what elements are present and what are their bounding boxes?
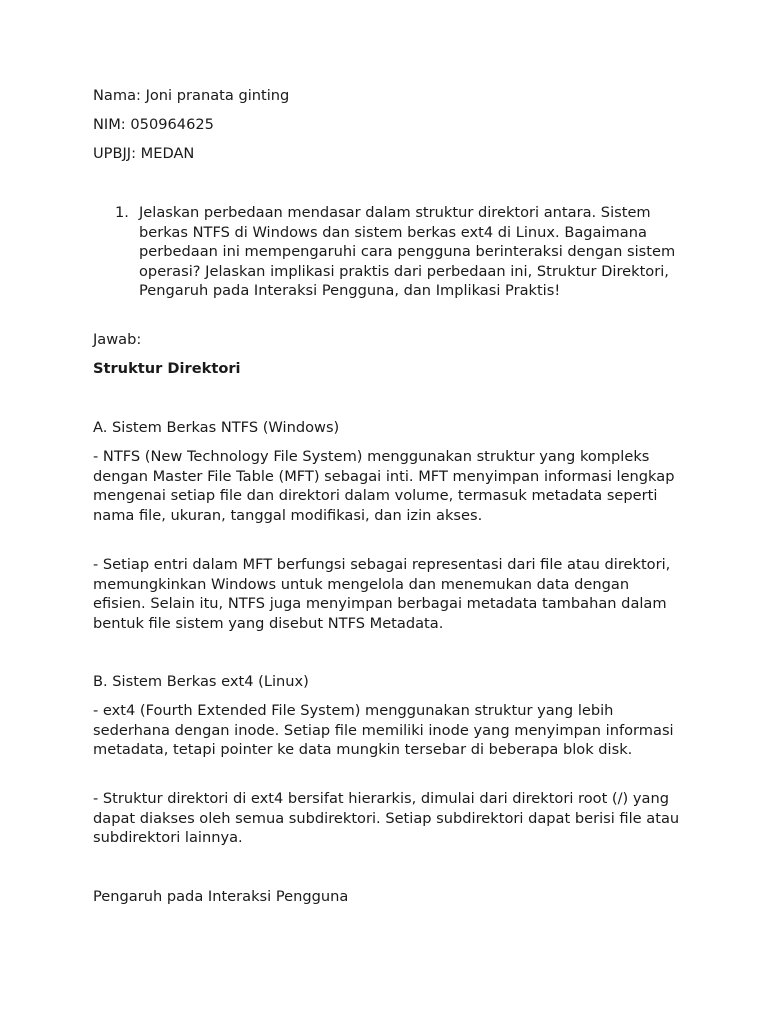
student-upbjj: UPBJJ: MEDAN xyxy=(93,145,195,162)
answer-label: Jawab: xyxy=(93,331,142,348)
section-a-paragraph-2: - Setiap entri dalam MFT berfungsi sebagai representasi dari file atau direktori, memungkinkan Windows untuk mengelola dan menemukan data dengan efisien. Selain itu, NTFS juga menyimpan berbagai metadata tambahan dalam bentuk file sistem yang disebut NTFS Metadata. xyxy=(93,556,671,632)
section-a-title: A. Sistem Berkas NTFS (Windows) xyxy=(93,419,340,436)
question-text: Jelaskan perbedaan mendasar dalam struktur direktori antara. Sistem berkas NTFS di Windows dan sistem berkas ext4 di Linux. Bagaimana perbedaan ini mempengaruhi cara pengguna berinteraksi dengan sistem operasi? Jelaskan implikasi praktis dari perbedaan ini, Struktur Direktori, Pengaruh pada Interaksi Pengguna, dan Implikasi Praktis! xyxy=(139,204,676,300)
question-number: 1. xyxy=(115,204,129,221)
student-nim: NIM: 050964625 xyxy=(93,116,214,133)
answer-heading: Struktur Direktori xyxy=(93,360,241,377)
section-c-title: Pengaruh pada Interaksi Pengguna xyxy=(93,888,349,905)
section-b-paragraph-2: - Struktur direktori di ext4 bersifat hierarkis, dimulai dari direktori root (/) yang dapat diakses oleh semua subdirektori. Setiap subdirektori dapat berisi file atau subdirektori lainnya. xyxy=(93,790,680,847)
section-b-title: B. Sistem Berkas ext4 (Linux) xyxy=(93,673,309,690)
student-name: Nama: Joni pranata ginting xyxy=(93,87,290,104)
section-a-paragraph-1: - NTFS (New Technology File System) menggunakan struktur yang kompleks dengan Master File Table (MFT) sebagai inti. MFT menyimpan informasi lengkap mengenai setiap file dan direktori dalam volume, termasuk metadata seperti nama file, ukuran, tanggal modifikasi, dan izin akses. xyxy=(93,448,675,524)
section-b-paragraph-1: - ext4 (Fourth Extended File System) menggunakan struktur yang lebih sederhana dengan inode. Setiap file memiliki inode yang menyimpan informasi metadata, tetapi pointer ke data mungkin tersebar di beberapa blok disk. xyxy=(93,702,674,759)
